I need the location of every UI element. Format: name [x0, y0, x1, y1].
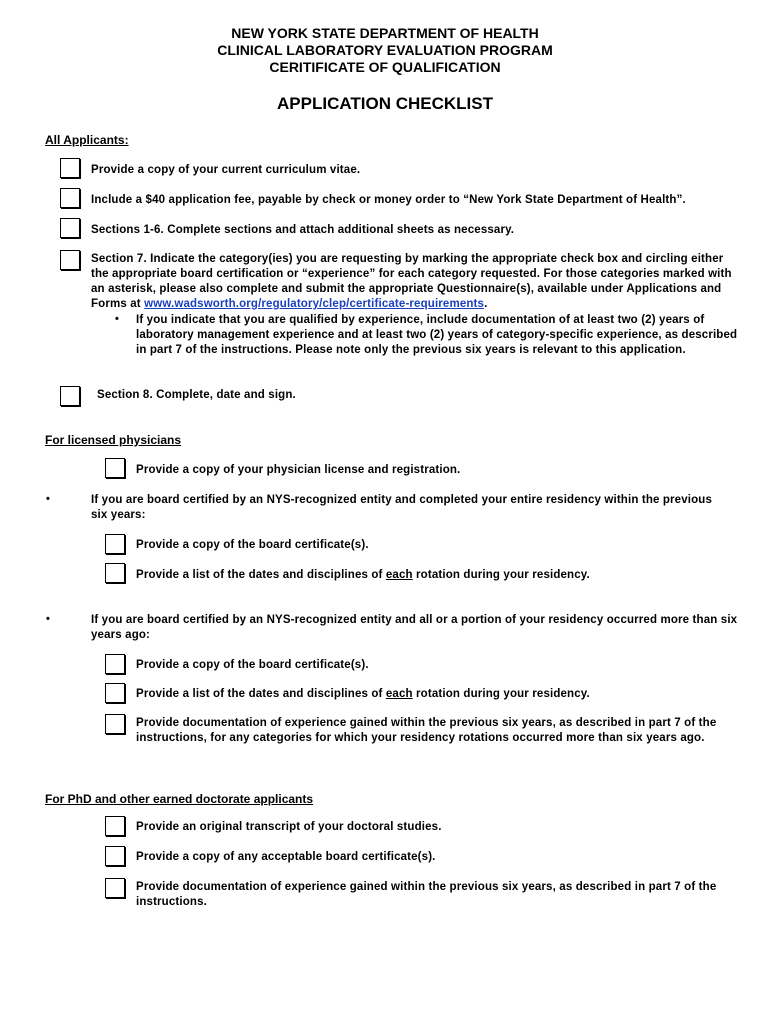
section-7-text: Section 7. Indicate the category(ies) you are requesting by marking the appropriate check box and circling either the appropriate board certification or “experience” for each category requested. For those categories marked with an asterisk, please also complete and submit the appropriate Questionnaire(s), available under Applications and Forms at	[91, 253, 732, 310]
checkbox-g2-experience-docs[interactable]	[105, 714, 125, 734]
checkbox-g1-board-certificate[interactable]	[105, 534, 125, 554]
checkbox-g2-board-certificate[interactable]	[105, 654, 125, 674]
item-g2-board-certificate: Provide a copy of the board certificate(s).	[136, 659, 369, 671]
page-title: APPLICATION CHECKLIST	[277, 94, 493, 113]
checkbox-g2-rotation-list[interactable]	[105, 683, 125, 703]
header-line-1: NEW YORK STATE DEPARTMENT OF HEALTH	[231, 25, 539, 41]
section-heading-all-applicants: All Applicants:	[45, 133, 129, 147]
item-phd-experience-docs: Provide documentation of experience gained within the previous six years, as described in part 7 of the instructions.	[136, 881, 717, 908]
item-g1-board-certificate: Provide a copy of the board certificate(s).	[136, 539, 369, 551]
checkbox-sections-1-6[interactable]	[60, 218, 80, 238]
header-line-2: CLINICAL LABORATORY EVALUATION PROGRAM	[217, 42, 553, 58]
item-section-8: Section 8. Complete, date and sign.	[97, 389, 296, 401]
text: Provide a list of the dates and disciplines of	[136, 688, 386, 700]
item-physician-license: Provide a copy of your physician license and registration.	[136, 464, 461, 476]
checkbox-section-7[interactable]	[60, 250, 80, 270]
item-g2-rotation-list	[136, 687, 756, 702]
physicians-group-2-condition: If you are board certified by an NYS-recognized entity and all or a portion of your residency occurred more than six years ago:	[91, 614, 738, 641]
section-heading-phd: For PhD and other earned doctorate applicants	[45, 792, 314, 806]
checkbox-fee[interactable]	[60, 188, 80, 208]
checkbox-phd-transcript[interactable]	[105, 816, 125, 836]
bullet-dot: •	[115, 313, 119, 325]
item-phd-board-certificate: Provide a copy of any acceptable board certificate(s).	[136, 851, 436, 863]
bullet-dot: •	[46, 493, 50, 505]
header-line-3: CERITIFICATE OF QUALIFICATION	[269, 59, 501, 75]
item-g1-rotation-list	[136, 568, 756, 583]
text: rotation during your residency.	[412, 688, 590, 700]
emphasis-each: each	[385, 569, 413, 581]
bullet-dot: •	[46, 613, 50, 625]
item-phd-transcript: Provide an original transcript of your doctoral studies.	[136, 821, 442, 833]
item-fee: Include a $40 application fee, payable by check or money order to “New York State Department of Health”.	[91, 194, 686, 206]
text: Provide a list of the dates and disciplines of	[136, 569, 386, 581]
checkbox-physician-license[interactable]	[105, 458, 125, 478]
section-heading-physicians: For licensed physicians	[45, 433, 182, 447]
item-g2-experience-docs: Provide documentation of experience gained within the previous six years, as described in part 7 of the instructions, for any categories for which your residency rotations occurred more than six years ago.	[136, 717, 717, 744]
section-7-bullet-text: If you indicate that you are qualified by experience, include documentation of at least two (2) years of laboratory management experience and at least two (2) years of category-specific experience, as described in part 7 of the instructions. Please note only the previous six years is relevant to this application.	[136, 314, 738, 356]
checkbox-cv[interactable]	[60, 158, 80, 178]
item-sections-1-6: Sections 1-6. Complete sections and attach additional sheets as necessary.	[91, 224, 515, 236]
item-cv: Provide a copy of your current curriculum vitae.	[91, 164, 361, 176]
item-section-7	[91, 252, 743, 312]
text: rotation during your residency.	[412, 569, 590, 581]
checkbox-section-8[interactable]	[60, 386, 80, 406]
section-7-period: .	[484, 298, 488, 310]
checkbox-phd-experience-docs[interactable]	[105, 878, 125, 898]
wadsworth-link[interactable]: www.wadsworth.org/regulatory/clep/certificate-requirements	[144, 298, 485, 310]
checkbox-phd-board-certificate[interactable]	[105, 846, 125, 866]
checkbox-g1-rotation-list[interactable]	[105, 563, 125, 583]
emphasis-each: each	[385, 688, 413, 700]
physicians-group-1-condition: If you are board certified by an NYS-recognized entity and completed your entire residency within the previous six years:	[91, 494, 713, 521]
